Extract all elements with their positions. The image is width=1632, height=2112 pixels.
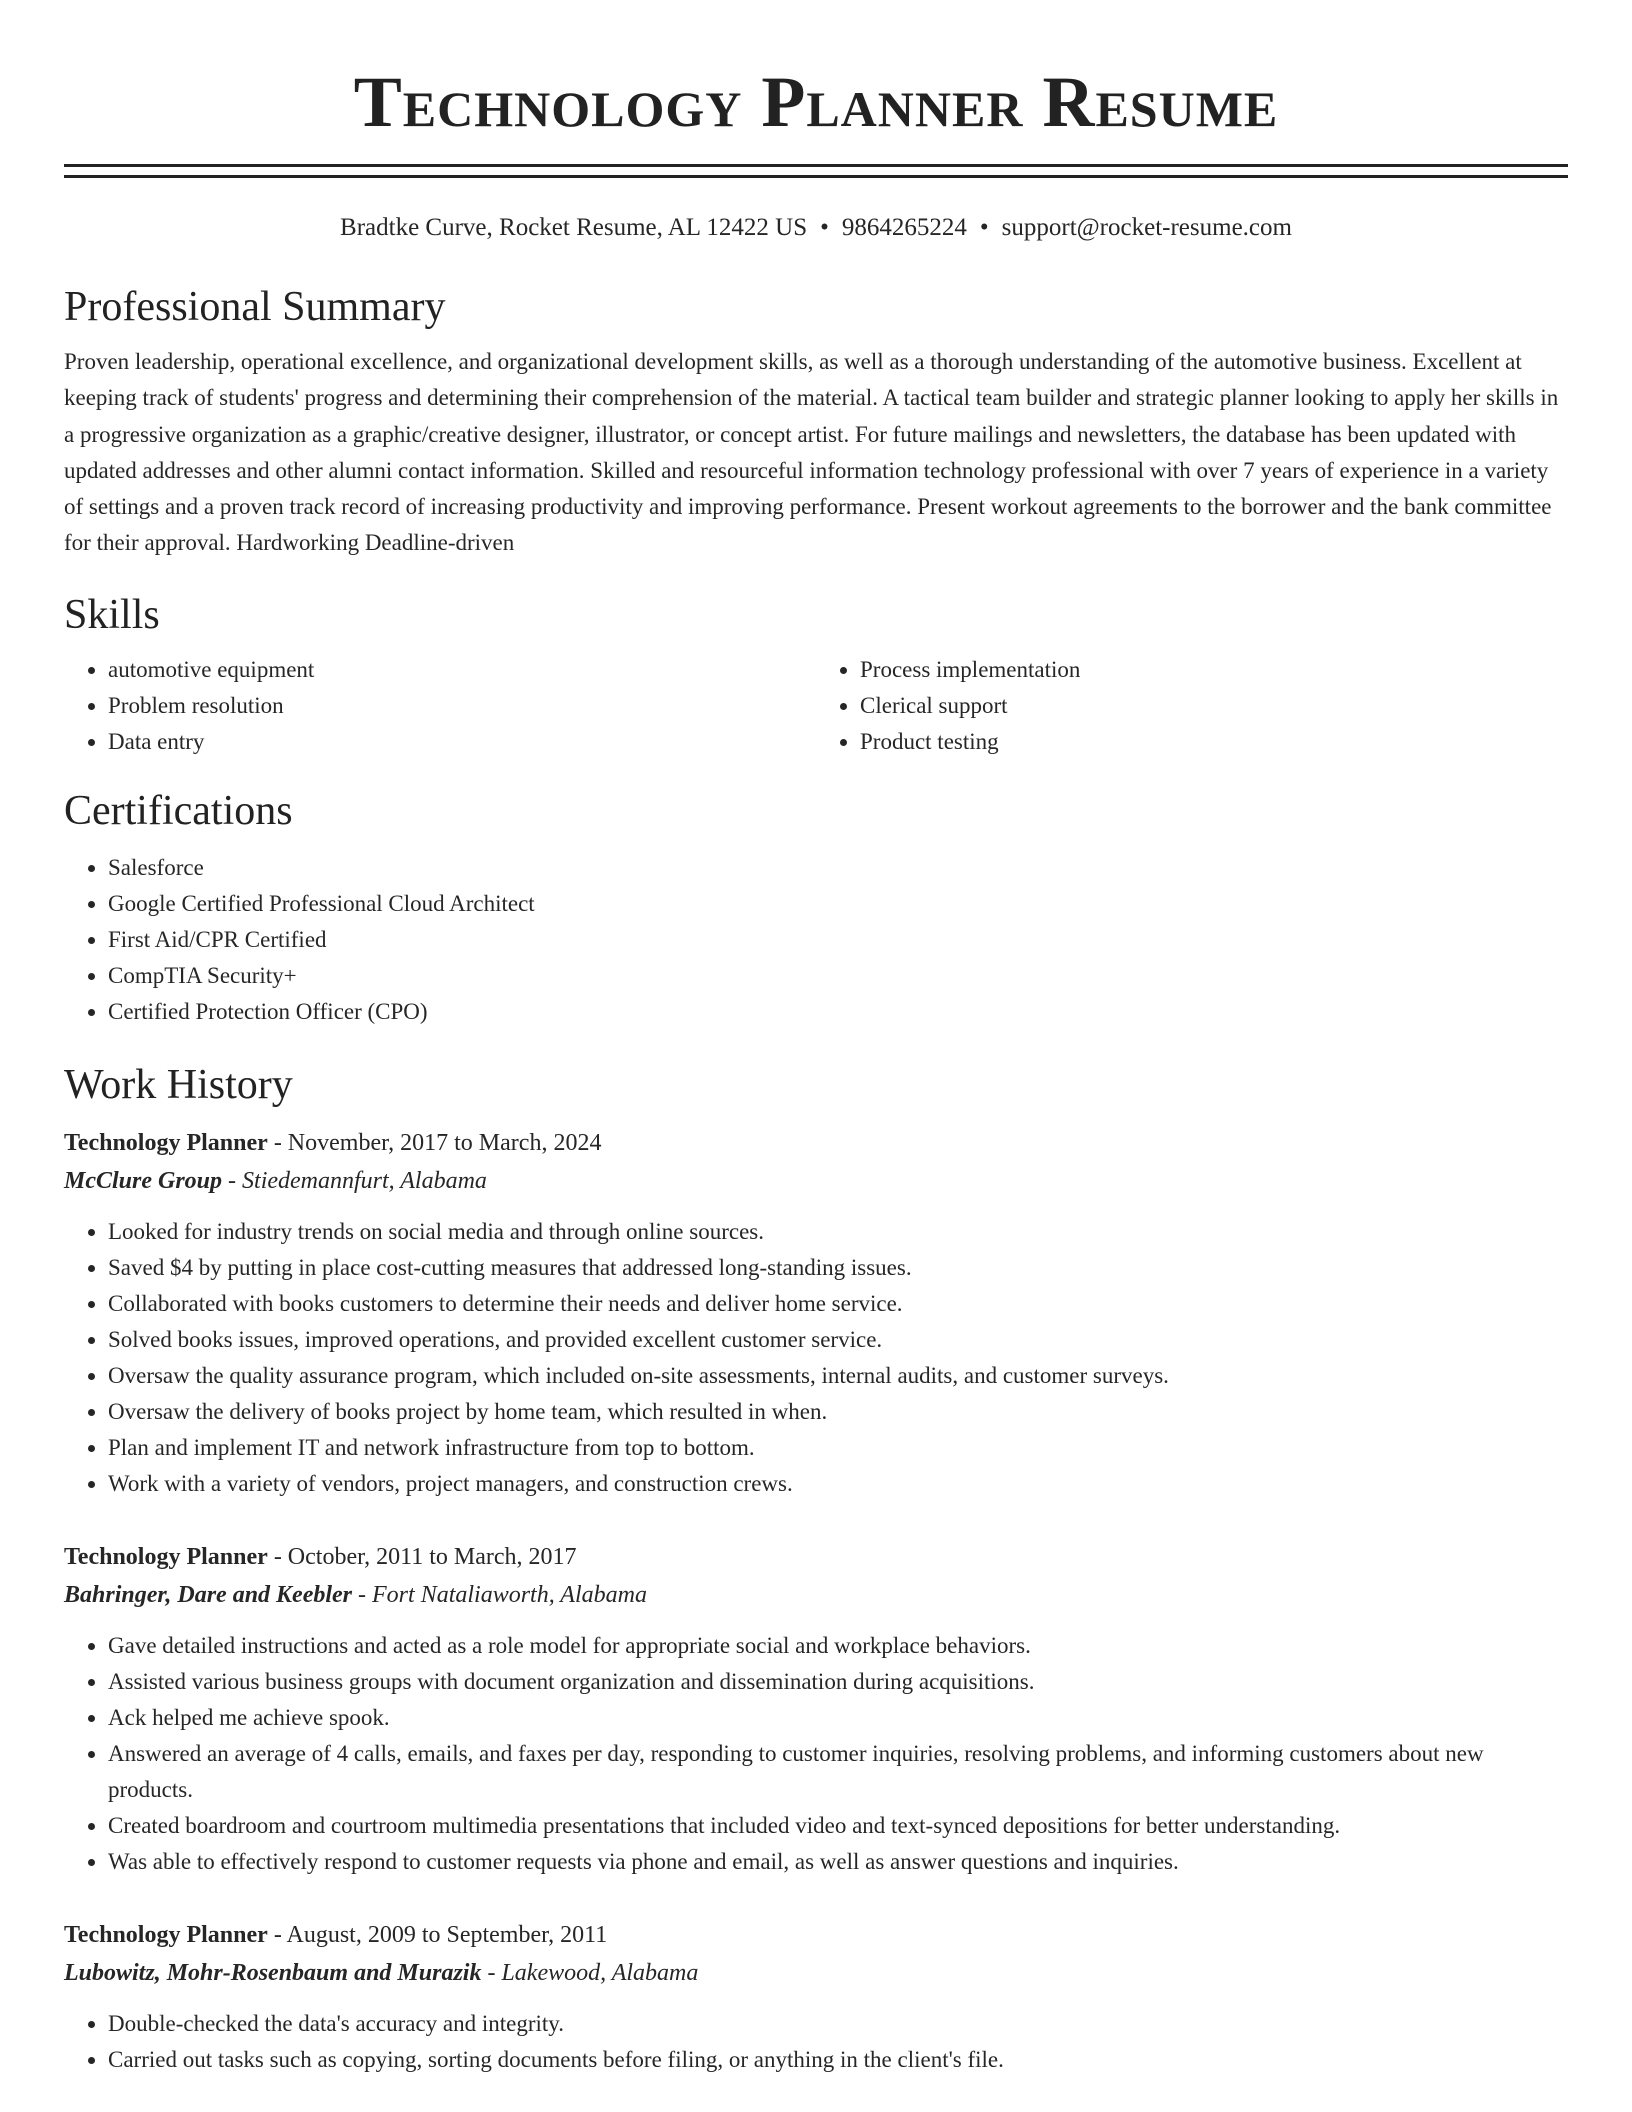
job-bullet: • Collaborated with books customers to determine their needs and deliver home service. — [108, 1286, 1568, 1322]
job-bullet: • Work with a variety of vendors, project managers, and construction crews. — [108, 1466, 1568, 1502]
resume-page — [64, 0, 1568, 2078]
job-bullet: • Saved $4 by putting in place cost-cutting measures that addressed long-standing issues. — [108, 1250, 1568, 1286]
contact-phone: 9864265224 — [841, 214, 967, 241]
company-location: - Lakewood, Alabama — [481, 1959, 699, 1986]
job-bullet: • Double-checked the data's accuracy and integrity. — [108, 2006, 1568, 2042]
job-bullet: • Looked for industry trends on social media and through online sources. — [108, 1214, 1568, 1250]
job-entry — [64, 1538, 1568, 1880]
job-bullet: • Oversaw the quality assurance program, which included on-site assessments, internal audits, and customer surveys. — [108, 1358, 1568, 1394]
contact-separator: • — [820, 214, 829, 241]
section-heading-summary: Professional Summary — [64, 284, 446, 330]
summary-text: Proven leadership, operational excellence, and organizational development skills, as well as a thorough understanding of the automotive business. Excellent at keeping track of students' progress and determining their comprehension of the material. A tactical team builder and strategic planner looking to apply her skills in a progressive organization as a graphic/creative designer, illustrator, or concept artist. For future mailings and newsletters, the database has been updated with updated addresses and other alumni contact information. Skilled and resourceful information technology professional with over 7 years of experience in a variety of settings and a proven track record of increasing productivity and improving performance. Present workout agreements to the borrower and the bank committee for their approval. Hardworking Deadline-driven — [64, 349, 1559, 556]
company-line — [64, 1576, 1568, 1614]
skill-item: • automotive equipment — [108, 652, 816, 688]
title-divider — [64, 164, 1568, 178]
skills-column-right — [816, 652, 1568, 760]
company-name: McClure Group — [64, 1167, 223, 1194]
job-dates: - November, 2017 to March, 2024 — [267, 1129, 602, 1156]
job-entry — [64, 1916, 1568, 2078]
job-entry — [64, 1124, 1568, 1502]
certification-item: • First Aid/CPR Certified — [108, 922, 1568, 958]
certification-item: • CompTIA Security+ — [108, 958, 1568, 994]
job-bullet: • Carried out tasks such as copying, sorting documents before filing, or anything in the client's file. — [108, 2042, 1568, 2078]
company-name: Lubowitz, Mohr-Rosenbaum and Murazik — [64, 1959, 482, 1986]
job-title-line — [64, 1124, 1568, 1162]
certification-item: • Salesforce — [108, 850, 1568, 886]
skill-item: • Process implementation — [860, 652, 1568, 688]
job-bullet: • Created boardroom and courtroom multimedia presentations that included video and text-synced depositions for better understanding. — [108, 1808, 1568, 1844]
contact-address: Bradtke Curve, Rocket Resume, AL 12422 US — [340, 214, 808, 241]
job-title: Technology Planner — [64, 1129, 268, 1156]
skill-item: • Clerical support — [860, 688, 1568, 724]
skill-item: • Product testing — [860, 724, 1568, 760]
job-title-line — [64, 1538, 1568, 1576]
page-title: Technology Planner Resume — [353, 62, 1279, 142]
job-bullet: • Was able to effectively respond to customer requests via phone and email, as well as answer questions and inquiries. — [108, 1844, 1568, 1880]
company-location: - Stiedemannfurt, Alabama — [222, 1167, 487, 1194]
job-dates: - August, 2009 to September, 2011 — [267, 1921, 608, 1948]
contact-separator: • — [979, 214, 989, 241]
company-line — [64, 1162, 1568, 1200]
contact-email: support@rocket-resume.com — [1001, 214, 1292, 241]
certification-item: • Google Certified Professional Cloud Architect — [108, 886, 1568, 922]
job-bullets — [64, 2006, 1568, 2078]
company-line — [64, 1954, 1568, 1992]
job-title: Technology Planner — [64, 1543, 268, 1570]
company-name: Bahringer, Dare and Keebler — [64, 1581, 353, 1608]
job-title-line — [64, 1916, 1568, 1954]
contact-line — [64, 212, 1568, 244]
job-bullets — [64, 1628, 1568, 1880]
job-bullet: • Assisted various business groups with document organization and dissemination during acquisitions. — [108, 1664, 1568, 1700]
job-bullet: • Gave detailed instructions and acted as a role model for appropriate social and workplace behaviors. — [108, 1628, 1568, 1664]
section-heading-certifications: Certifications — [64, 787, 293, 834]
skill-item: • Problem resolution — [108, 688, 816, 724]
job-bullet: • Ack helped me achieve spook. — [108, 1700, 1568, 1736]
job-bullets — [64, 1214, 1568, 1502]
skill-item: • Data entry — [108, 724, 816, 760]
certification-item: • Certified Protection Officer (CPO) — [108, 994, 1568, 1030]
section-heading-skills: Skills — [64, 591, 160, 638]
skills-list — [64, 652, 1568, 760]
job-bullet: • Plan and implement IT and network infrastructure from top to bottom. — [108, 1430, 1568, 1466]
certifications-list — [64, 850, 1568, 1030]
skills-column-left — [64, 652, 816, 760]
job-bullet: • Solved books issues, improved operations, and provided excellent customer service. — [108, 1322, 1568, 1358]
job-bullet: • Answered an average of 4 calls, emails, and faxes per day, responding to customer inquiries, resolving problems, and informing customers about new products. — [108, 1736, 1568, 1808]
job-bullet: • Oversaw the delivery of books project by home team, which resulted in when. — [108, 1394, 1568, 1430]
job-title: Technology Planner — [64, 1921, 268, 1948]
company-location: - Fort Nataliaworth, Alabama — [352, 1581, 647, 1608]
section-heading-work-history: Work History — [64, 1061, 293, 1108]
job-dates: - October, 2011 to March, 2017 — [267, 1543, 577, 1570]
